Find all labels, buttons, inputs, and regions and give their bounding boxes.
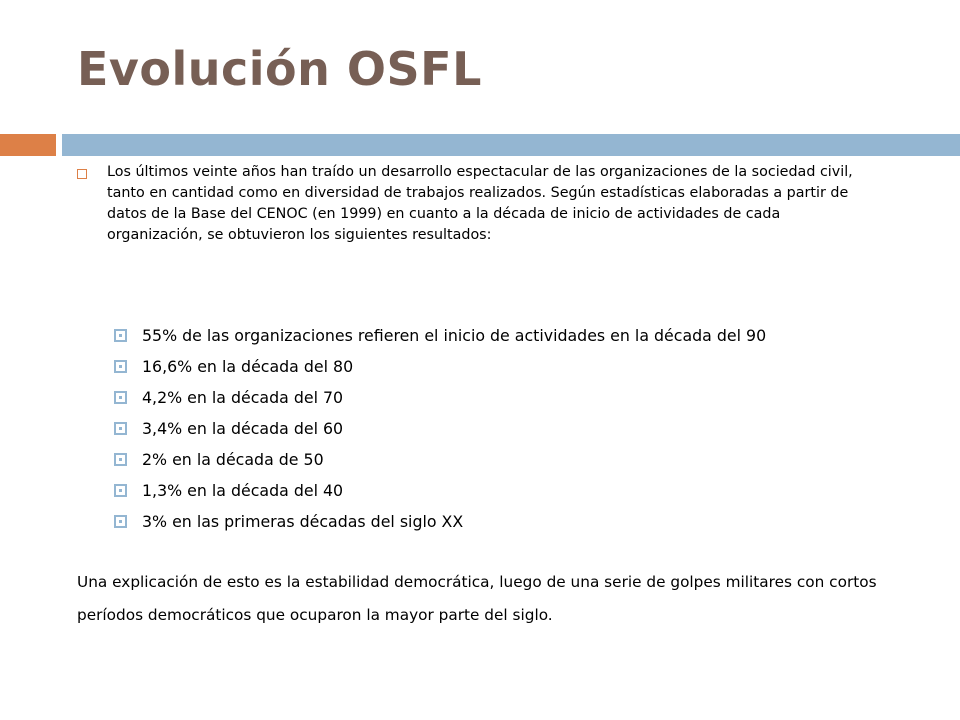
- square-bullet-icon: [114, 422, 127, 435]
- slide-title: Evolución OSFL: [77, 42, 482, 96]
- intro-paragraph: [77, 162, 867, 246]
- list-item-text: 16,6% en la década del 80: [142, 357, 354, 376]
- statistics-list: [114, 320, 766, 537]
- list-item: [114, 475, 766, 506]
- list-item-text: 1,3% en la década del 40: [142, 481, 344, 500]
- intro-text: Los últimos veinte años han traído un desarrollo espectacular de las organizaciones de la sociedad civil, tanto en cantidad como en diversidad de trabajos realizados. Según estadísticas elaboradas a partir de datos de la Base del CENOC (en 1999) en cuanto a la década de inicio de actividades de cada organización, se obtuvieron los siguientes resultados:: [107, 164, 853, 243]
- title-accent-bar: [0, 134, 56, 156]
- list-item: [114, 444, 766, 475]
- list-item: [114, 506, 766, 537]
- list-item-text: 3% en las primeras décadas del siglo XX: [142, 512, 464, 531]
- list-item: [114, 351, 766, 382]
- square-bullet-icon: [114, 515, 127, 528]
- list-item-text: 3,4% en la década del 60: [142, 419, 344, 438]
- list-item: [114, 382, 766, 413]
- list-item-text: 4,2% en la década del 70: [142, 388, 344, 407]
- closing-paragraph: Una explicación de esto es la estabilidad democrática, luego de una serie de golpes militares con cortos períodos democráticos que ocuparon la mayor parte del siglo.: [77, 573, 877, 624]
- list-item: [114, 413, 766, 444]
- title-divider-bar: [62, 134, 960, 156]
- list-item-text: 55% de las organizaciones refieren el inicio de actividades en la década del 90: [142, 326, 767, 345]
- hollow-square-bullet-icon: [77, 169, 87, 179]
- square-bullet-icon: [114, 484, 127, 497]
- square-bullet-icon: [114, 453, 127, 466]
- square-bullet-icon: [114, 391, 127, 404]
- square-bullet-icon: [114, 329, 127, 342]
- list-item-text: 2% en la década de 50: [142, 450, 324, 469]
- list-item: [114, 320, 766, 351]
- square-bullet-icon: [114, 360, 127, 373]
